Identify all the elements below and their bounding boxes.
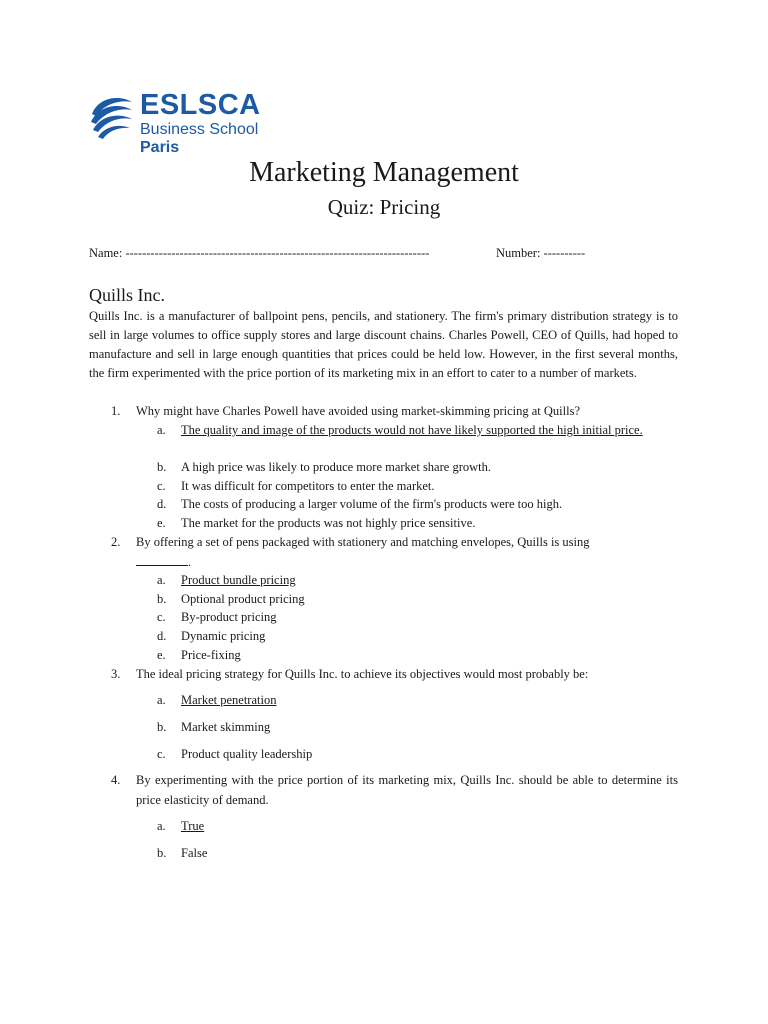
question-1	[89, 402, 678, 422]
option-4b	[157, 844, 678, 863]
option-letter: a.	[157, 693, 166, 707]
option-text: It was difficult for competitors to enter the market.	[181, 479, 435, 493]
option-2c	[157, 608, 678, 627]
option-letter: b.	[157, 592, 167, 606]
case-title: Quills Inc.	[89, 285, 165, 305]
question-text: Why might have Charles Powell have avoided using market-skimming pricing at Quills?	[136, 404, 581, 418]
question-text: By experimenting with the price portion of its marketing mix, Quills Inc. should be able to determine its price elasticity of demand.	[136, 773, 678, 807]
question-number: 1.	[111, 404, 121, 418]
option-2a	[157, 571, 678, 590]
option-text-selected: Product bundle pricing	[181, 573, 296, 587]
name-field: Name: -------------------------------------------------------------------------	[89, 246, 430, 260]
option-letter: b.	[157, 460, 167, 474]
question-text: The ideal pricing strategy for Quills Inc. to achieve its objectives would most probably be:	[136, 667, 589, 681]
option-letter: d.	[157, 497, 167, 511]
option-text-selected: The quality and image of the products would not have likely supported the high initial price.	[181, 423, 643, 437]
question-text: By offering a set of pens packaged with stationery and matching envelopes, Quills is using .	[136, 535, 590, 569]
question-3	[89, 665, 678, 685]
option-text-selected: Market penetration	[181, 693, 277, 707]
option-text: By-product pricing	[181, 610, 277, 624]
question-2	[89, 533, 678, 572]
case-intro: Quills Inc. is a manufacturer of ballpoint pens, pencils, and stationery. The firm's primary distribution strategy is to sell in large volumes to office supply stores and large discount chains. Charles Powell, CEO of Quills, had hoped to manufacture and sell in large enough quantities that prices could be held low. However, in the first several months, the firm experimented with the price portion of its marketing mix in an effort to cater to a number of markets.	[89, 309, 678, 380]
option-3c	[157, 745, 678, 764]
option-2d	[157, 627, 678, 646]
option-letter: e.	[157, 516, 166, 530]
option-text: Dynamic pricing	[181, 629, 266, 643]
option-text: Price-fixing	[181, 648, 241, 662]
option-text: The market for the products was not highly price sensitive.	[181, 516, 476, 530]
logo-subtitle: Business School	[140, 121, 259, 138]
option-letter: c.	[157, 747, 166, 761]
question-number: 4.	[111, 773, 121, 787]
school-logo	[88, 88, 288, 158]
option-text: A high price was likely to produce more market share growth.	[181, 460, 491, 474]
option-text: Product quality leadership	[181, 747, 313, 761]
page-title: Marketing Management	[249, 157, 519, 188]
option-3a	[157, 691, 678, 710]
number-field: Number: ----------	[496, 246, 586, 260]
option-1c	[157, 477, 678, 496]
question-number: 2.	[111, 535, 121, 549]
option-letter: a.	[157, 423, 166, 437]
option-letter: c.	[157, 479, 166, 493]
option-text-selected: True	[181, 819, 205, 833]
option-2b	[157, 590, 678, 609]
eslsca-wave-logo-icon	[88, 92, 134, 142]
option-text: Optional product pricing	[181, 592, 305, 606]
option-letter: d.	[157, 629, 167, 643]
page-subtitle: Quiz: Pricing	[327, 195, 441, 219]
option-4a	[157, 817, 678, 836]
logo-name: ESLSCA	[140, 89, 261, 121]
option-text: False	[181, 846, 208, 860]
option-3b	[157, 718, 678, 737]
option-1a	[157, 421, 678, 440]
option-1d	[157, 495, 678, 514]
option-letter: a.	[157, 819, 166, 833]
option-text: The costs of producing a larger volume of the firm's products were too high.	[181, 497, 563, 511]
answer-blank	[136, 554, 188, 566]
option-letter: e.	[157, 648, 166, 662]
option-1e	[157, 514, 678, 533]
option-text: Market skimming	[181, 720, 271, 734]
question-4	[89, 771, 678, 810]
option-letter: c.	[157, 610, 166, 624]
option-2e	[157, 646, 678, 665]
question-number: 3.	[111, 667, 121, 681]
option-1b	[157, 458, 678, 477]
option-letter: b.	[157, 846, 167, 860]
logo-city: Paris	[140, 139, 180, 156]
option-letter: a.	[157, 573, 166, 587]
option-letter: b.	[157, 720, 167, 734]
